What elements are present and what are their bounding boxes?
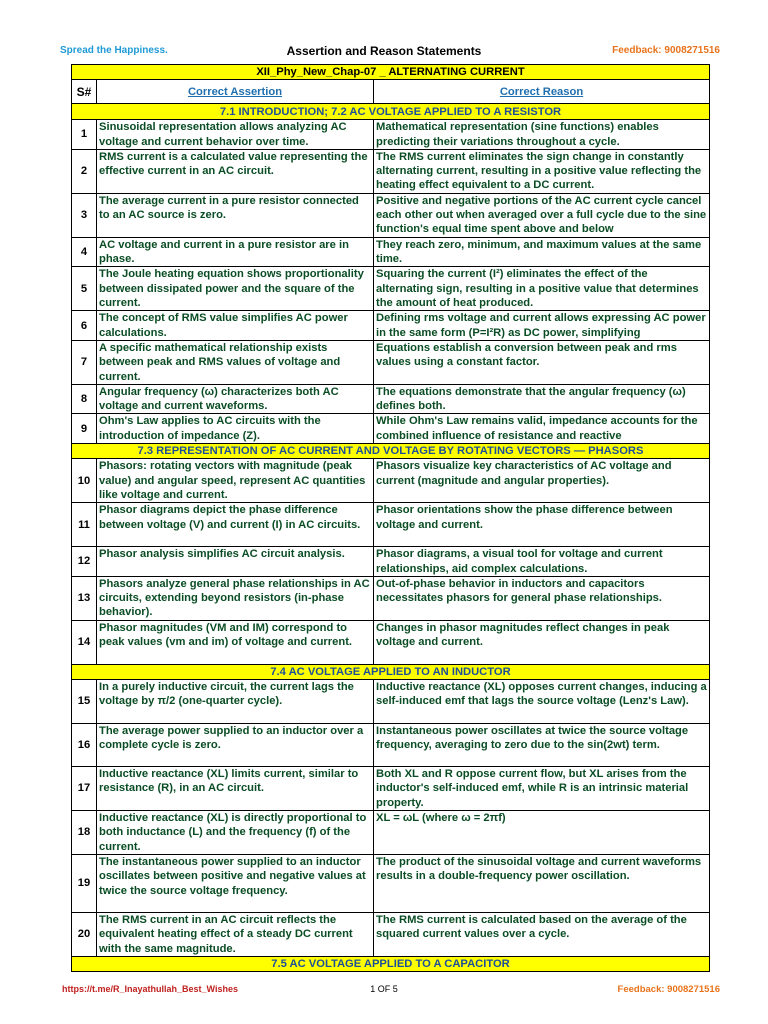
- assertion-cell: The Joule heating equation shows proportionality between dissipated power and the square of the current.: [97, 267, 374, 311]
- assertion-cell: The average power supplied to an inductor over a complete cycle is zero.: [97, 724, 374, 767]
- section-heading: 7.4 AC VOLTAGE APPLIED TO AN INDUCTOR: [72, 664, 710, 679]
- assertion-cell: AC voltage and current in a pure resistor are in phase.: [97, 237, 374, 267]
- reason-cell: The RMS current is calculated based on the average of the squared current values over a cycle.: [374, 912, 710, 956]
- row-number: 9: [72, 414, 97, 444]
- page-header: [0, 44, 768, 60]
- reason-cell: Changes in phasor magnitudes reflect changes in peak voltage and current.: [374, 620, 710, 664]
- assertion-cell: Angular frequency (ω) characterizes both AC voltage and current waveforms.: [97, 384, 374, 414]
- assertion-cell: The RMS current in an AC circuit reflects the equivalent heating effect of a steady DC current with the same magnitude.: [97, 912, 374, 956]
- table-row: [72, 311, 710, 341]
- col-header-sno: S#: [72, 80, 97, 104]
- table-row: [72, 854, 710, 912]
- assertion-cell: The average current in a pure resistor connected to an AC source is zero.: [97, 193, 374, 237]
- table-row: [72, 340, 710, 384]
- table-row: [72, 384, 710, 414]
- assertion-cell: RMS current is a calculated value representing the effective current in an AC circuit.: [97, 149, 374, 193]
- assertion-cell: Inductive reactance (XL) is directly proportional to both inductance (L) and the frequency (f) of the current.: [97, 811, 374, 855]
- reason-cell: The equations demonstrate that the angular frequency (ω) defines both.: [374, 384, 710, 414]
- footer-feedback: Feedback: 9008271516: [617, 984, 720, 995]
- row-number: 20: [72, 912, 97, 956]
- section-heading-row: [72, 956, 710, 971]
- reason-cell: Equations establish a conversion between peak and rms values using a constant factor.: [374, 340, 710, 384]
- reason-cell: Squaring the current (I²) eliminates the effect of the alternating sign, resulting in a positive value that determines the amount of heat produced.: [374, 267, 710, 311]
- assertion-reason-table: [71, 64, 710, 972]
- column-header-row: [72, 80, 710, 104]
- table-row: [72, 149, 710, 193]
- reason-cell: Positive and negative portions of the AC current cycle cancel each other out when averaged over a full cycle due to the sine function's equal time spent above and below: [374, 193, 710, 237]
- assertion-cell: Phasor magnitudes (VM and IM) correspond to peak values (vm and im) of voltage and current.: [97, 620, 374, 664]
- section-heading: 7.5 AC VOLTAGE APPLIED TO A CAPACITOR: [72, 956, 710, 971]
- page-footer: [0, 984, 768, 998]
- row-number: 11: [72, 503, 97, 547]
- table-row: [72, 414, 710, 444]
- row-number: 13: [72, 576, 97, 620]
- table-row: [72, 680, 710, 724]
- table-row: [72, 459, 710, 503]
- reason-cell: Instantaneous power oscillates at twice the source voltage frequency, averaging to zero due to the sin(2wt) term.: [374, 724, 710, 767]
- table-row: [72, 767, 710, 811]
- row-number: 2: [72, 149, 97, 193]
- table-title: XII_Phy_New_Chap-07 _ ALTERNATING CURRENT: [72, 65, 710, 80]
- table-row: [72, 267, 710, 311]
- section-heading-row: [72, 664, 710, 679]
- table-row: [72, 620, 710, 664]
- reason-cell: They reach zero, minimum, and maximum values at the same time.: [374, 237, 710, 267]
- reason-cell: XL = ωL (where ω = 2πf): [374, 811, 710, 855]
- reason-cell: Inductive reactance (XL) opposes current changes, inducing a self-induced emf that lags the source voltage (Lenz's Law).: [374, 680, 710, 724]
- row-number: 3: [72, 193, 97, 237]
- col-header-assertion: Correct Assertion: [97, 80, 374, 104]
- assertion-cell: The instantaneous power supplied to an inductor oscillates between positive and negative values at twice the source voltage frequency.: [97, 854, 374, 912]
- reason-cell: The product of the sinusoidal voltage and current waveforms results in a double-frequency power oscillation.: [374, 854, 710, 912]
- reason-cell: Both XL and R oppose current flow, but XL arises from the inductor's self-induced emf, while R is an intrinsic material property.: [374, 767, 710, 811]
- assertion-cell: Inductive reactance (XL) limits current, similar to resistance (R), in an AC circuit.: [97, 767, 374, 811]
- reason-cell: Phasors visualize key characteristics of AC voltage and current (magnitude and angular properties).: [374, 459, 710, 503]
- table-row: [72, 724, 710, 767]
- row-number: 14: [72, 620, 97, 664]
- footer-link[interactable]: https://t.me/R_Inayathullah_Best_Wishes: [62, 984, 238, 994]
- assertion-cell: Phasor analysis simplifies AC circuit analysis.: [97, 547, 374, 577]
- table-row: [72, 576, 710, 620]
- row-number: 17: [72, 767, 97, 811]
- assertion-cell: Ohm's Law applies to AC circuits with the introduction of impedance (Z).: [97, 414, 374, 444]
- section-heading-row: [72, 444, 710, 459]
- header-tagline: Spread the Happiness.: [60, 45, 168, 56]
- reason-cell: While Ohm's Law remains valid, impedance accounts for the combined influence of resistance and reactive: [374, 414, 710, 444]
- table-row: [72, 193, 710, 237]
- table-row: [72, 237, 710, 267]
- section-heading: 7.3 REPRESENTATION OF AC CURRENT AND VOLTAGE BY ROTATING VECTORS — PHASORS: [72, 444, 710, 459]
- assertion-cell: In a purely inductive circuit, the current lags the voltage by π/2 (one-quarter cycle).: [97, 680, 374, 724]
- row-number: 19: [72, 854, 97, 912]
- assertion-cell: Phasors: rotating vectors with magnitude (peak value) and angular speed, represent AC quantities like voltage and current.: [97, 459, 374, 503]
- assertion-cell: The concept of RMS value simplifies AC power calculations.: [97, 311, 374, 341]
- row-number: 16: [72, 724, 97, 767]
- reason-cell: Defining rms voltage and current allows expressing AC power in the same form (P=I²R) as DC power, simplifying: [374, 311, 710, 341]
- assertion-cell: Phasor diagrams depict the phase difference between voltage (V) and current (I) in AC circuits.: [97, 503, 374, 547]
- assertion-cell: A specific mathematical relationship exists between peak and RMS values of voltage and current.: [97, 340, 374, 384]
- row-number: 6: [72, 311, 97, 341]
- header-feedback: Feedback: 9008271516: [612, 45, 720, 56]
- row-number: 4: [72, 237, 97, 267]
- row-number: 12: [72, 547, 97, 577]
- reason-cell: The RMS current eliminates the sign change in constantly alternating current, resulting in a positive value reflecting the heating effect equivalent to a DC current.: [374, 149, 710, 193]
- reason-cell: Out-of-phase behavior in inductors and capacitors necessitates phasors for general phase relationships.: [374, 576, 710, 620]
- assertion-cell: Sinusoidal representation allows analyzing AC voltage and current behavior over time.: [97, 120, 374, 150]
- row-number: 15: [72, 680, 97, 724]
- row-number: 10: [72, 459, 97, 503]
- row-number: 18: [72, 811, 97, 855]
- table-title-row: [72, 65, 710, 80]
- row-number: 8: [72, 384, 97, 414]
- table-row: [72, 811, 710, 855]
- col-header-reason: Correct Reason: [374, 80, 710, 104]
- table-row: [72, 547, 710, 577]
- table-row: [72, 120, 710, 150]
- reason-cell: Phasor diagrams, a visual tool for voltage and current relationships, aid complex calculations.: [374, 547, 710, 577]
- row-number: 5: [72, 267, 97, 311]
- row-number: 7: [72, 340, 97, 384]
- table-row: [72, 503, 710, 547]
- reason-cell: Mathematical representation (sine functions) enables predicting their variations throughout a cycle.: [374, 120, 710, 150]
- page-number: 1 OF 5: [370, 984, 398, 994]
- table-row: [72, 912, 710, 956]
- assertion-cell: Phasors analyze general phase relationships in AC circuits, extending beyond resistors (in-phase behavior).: [97, 576, 374, 620]
- row-number: 1: [72, 120, 97, 150]
- section-heading-row: [72, 104, 710, 120]
- page-title: Assertion and Reason Statements: [286, 44, 482, 58]
- section-heading: 7.1 INTRODUCTION; 7.2 AC VOLTAGE APPLIED TO A RESISTOR: [72, 104, 710, 120]
- reason-cell: Phasor orientations show the phase difference between voltage and current.: [374, 503, 710, 547]
